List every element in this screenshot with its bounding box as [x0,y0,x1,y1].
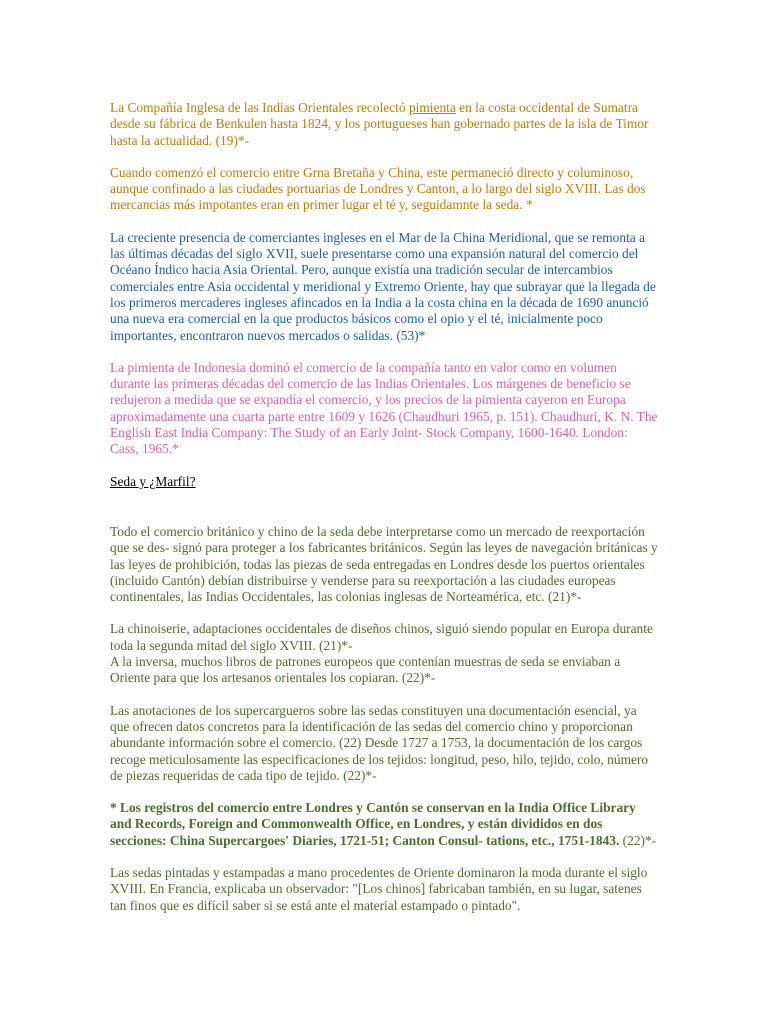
paragraph-text: La Compañía Inglesa de las Indias Orientales recolectó [110,100,409,115]
section-heading: Seda y ¿Marfil? [110,473,196,489]
document-body [110,100,658,930]
paragraph-chinoiserie: La chinoiserie, adaptaciones occidentales de diseños chinos, siguió siendo popular en Europa durante toda la segunda mitad del siglo XVIII. (21)*- [110,621,653,653]
paragraph-text: en la costa occidental de Sumatra desde su fábrica de Benkulen hasta 1824, y los portugueses han gobernado partes de la isla de Timor hasta la actualidad. (19)*- [110,100,649,148]
paragraph-silk-reexport: Todo el comercio británico y chino de la seda debe interpretarse como un mercado de reexportación que se des- signó para proteger a los fabricantes británicos. Según las leyes de navegación británicas y las leyes de prohibición, todas las piezas de seda entregadas en Londres desde los puertos orientales (incluido Cantón) debían distribuirse y venderse para su reexportación a las ciudades europeas continentales, las Indias Occidentales, las colonias inglesas de Norteamérica, etc. (21)*- [110,523,658,605]
paragraph-indonesian-pepper: La pimienta de Indonesia dominó el comercio de la compañía tanto en valor como en volumen durante las primeras décadas del comercio de las Indias Orientales. Los márgenes de beneficio se redujeron a medida que se expandía el comercio, y los precios de la pimienta cayeron en Europa aproximadamente una cuarta parte entre 1609 y 1626 (Chaudhuri 1965, p. 151). Chaudhuri, K. N. The English East India Company: The Study of an Early Joint- Stock Company, 1600-1640. London: Cass, 1965.* [110,359,658,457]
paragraph-painted-silks: Las sedas pintadas y estampadas a mano procedentes de Oriente dominaron la moda durante el siglo XVIII. En Francia, explicaba un observador: "[Los chinos] fabricaban también, en su lugar, satenes tan finos que es difícil saber si se está ante el material estampado o pintado". [110,864,648,913]
paragraph-trade-records [110,800,658,849]
records-bold-text: * Los registros del comercio entre Londres y Cantón se conservan en la India Office Library and Records, Foreign and Commonwealth Office, en Londres, y están divididos en dos secciones: China Supercargoes' Diaries, 1721-51; Canton Consul- tations, etc., 1751-1843. [110,800,636,848]
paragraph-south-china-sea: La creciente presencia de comerciantes ingleses en el Mar de la China Meridional, que se remonta a las últimas décadas del siglo XVII, suele presentarse como una expansión natural del comercio del Océano Índico hacia Asia Oriental. Pero, aunque existía una tradición secular de intercambios comerciales entre Asia occidental y meridional y Extremo Oriente, hay que subrayar que la llegada de los primeros mercaderes ingleses afincados en la India a la costa china en la década de 1690 anunció una nueva era comercial en la que productos básicos como el opio y el té, inicialmente poco importantes, encontraron nuevos mercados o salidas. (53)* [110,229,656,343]
records-citation: (22)*- [619,832,657,848]
pimienta-link[interactable]: pimienta [408,100,456,115]
paragraph-supercargoes: Las anotaciones de los supercargueros sobre las sedas constituyen una documentación esencial, ya que ofrecen datos concretos para la identificación de las sedas del comercio chino y proporcionan abundante información sobre el comercio. (22) Desde 1727 a 1753, la documentación de los cargos recoge meticulosamente las especificaciones de los tejidos: longitud, peso, hilo, tejido, colo, número de piezas requeridas de cada tipo de tejido. (22)*- [110,702,649,783]
paragraph-pepper-sumatra [110,100,658,149]
paragraph-pattern-books: A la inversa, muchos libros de patrones europeos que contenían muestras de seda se enviaban a Oriente para que los artesanos orientales los copiaran. (22)*- [110,654,621,686]
paragraph-trade-britain-china: Cuando comenzó el comercio entre Grna Bretaña y China, este permaneció directo y columinoso, aunque confinado a las ciudades portuarias de Londres y Canton, a lo largo del siglo XVIII. Las dos mercancias más impotantes eran en primer lugar el té y, seguidamnte la seda. * [110,164,646,213]
